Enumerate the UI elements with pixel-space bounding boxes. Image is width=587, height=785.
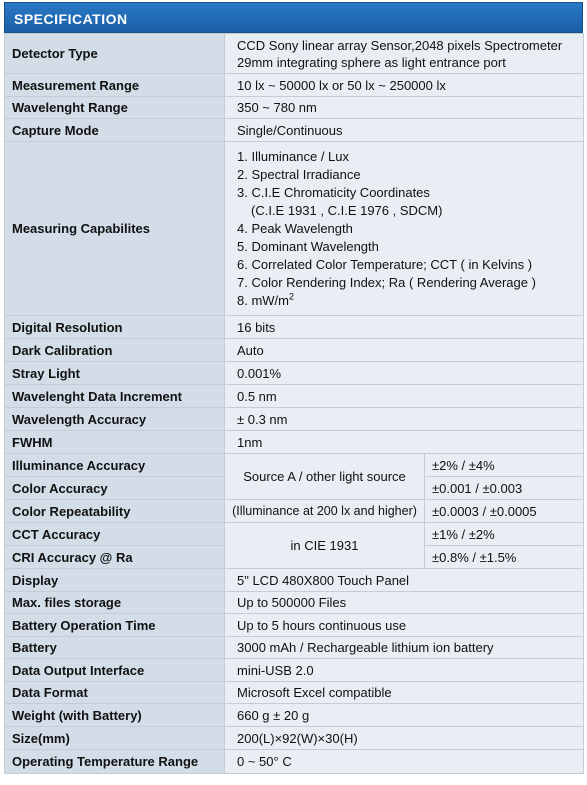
list-item: 2. Spectral Irradiance [237, 166, 361, 182]
unit-superscript: 2 [289, 291, 295, 302]
row-value: 200(L)×92(W)×30(H) [225, 727, 584, 750]
list-item: 5. Dominant Wavelength [237, 238, 379, 254]
row-value: ±0.001 / ±0.003 [425, 477, 584, 500]
row-value: 660 g ± 20 g [225, 704, 584, 727]
row-label: Max. files storage [5, 592, 225, 614]
row-value: 0.001% [225, 362, 584, 385]
table-row [5, 682, 584, 704]
row-label: Measuring Capabilites [5, 142, 225, 316]
row-label: Data Format [5, 682, 225, 704]
list-item: 4. Peak Wavelength [237, 220, 353, 236]
table-row [5, 500, 584, 523]
row-value: Microsoft Excel compatible [225, 682, 584, 704]
row-label: Battery [5, 637, 225, 659]
row-label: CRI Accuracy @ Ra [5, 546, 225, 569]
row-value: ±2% / ±4% [425, 454, 584, 477]
table-row [5, 97, 584, 119]
row-value: 5" LCD 480X800 Touch Panel [225, 569, 584, 592]
table-row [5, 362, 584, 385]
table-row [5, 614, 584, 637]
row-value: 10 lx ~ 50000 lx or 50 lx ~ 250000 lx [225, 74, 584, 97]
row-label: Weight (with Battery) [5, 704, 225, 727]
row-label: Wavelenght Range [5, 97, 225, 119]
row-value: ±0.8% / ±1.5% [425, 546, 584, 569]
row-label: Display [5, 569, 225, 592]
accuracy-condition-illuminance: (Illuminance at 200 lx and higher) [225, 500, 425, 523]
row-label: CCT Accuracy [5, 523, 225, 546]
row-value: 0 ~ 50° C [225, 750, 584, 774]
detector-line-2: 29mm integrating sphere as light entrance port [237, 54, 506, 70]
list-item: (C.I.E 1931 , C.I.E 1976 , SDCM) [251, 202, 443, 218]
row-label: FWHM [5, 431, 225, 454]
row-label: Illuminance Accuracy [5, 454, 225, 477]
table-row [5, 74, 584, 97]
table-row [5, 727, 584, 750]
list-item: 7. Color Rendering Index; Ra ( Rendering Average ) [237, 274, 536, 290]
list-item [237, 292, 583, 310]
table-row [5, 339, 584, 362]
table-row [5, 659, 584, 682]
row-value: 0.5 nm [225, 385, 584, 408]
table-row [5, 637, 584, 659]
row-label: Color Repeatability [5, 500, 225, 523]
row-label: Stray Light [5, 362, 225, 385]
row-label: Data Output Interface [5, 659, 225, 682]
spec-header: SPECIFICATION [4, 2, 583, 33]
list-item: 6. Correlated Color Temperature; CCT ( in Kelvins ) [237, 256, 533, 272]
table-row [5, 523, 584, 546]
row-value: ±0.0003 / ±0.0005 [425, 500, 584, 523]
row-label: Color Accuracy [5, 477, 225, 500]
row-value: 350 ~ 780 nm [225, 97, 584, 119]
capabilities-list [225, 142, 584, 316]
table-row [5, 142, 584, 316]
accuracy-condition-cie: in CIE 1931 [225, 523, 425, 569]
row-value: 1nm [225, 431, 584, 454]
list-item: 3. C.I.E Chromaticity Coordinates [237, 184, 430, 200]
row-label: Dark Calibration [5, 339, 225, 362]
row-label: Battery Operation Time [5, 614, 225, 637]
row-label: Size(mm) [5, 727, 225, 750]
row-label: Operating Temperature Range [5, 750, 225, 774]
unit-text: 8. mW/m [237, 292, 289, 308]
table-row [5, 454, 584, 477]
row-value: ±1% / ±2% [425, 523, 584, 546]
row-value: Auto [225, 339, 584, 362]
table-row [5, 704, 584, 727]
row-value: Up to 5 hours continuous use [225, 614, 584, 637]
spec-table [4, 33, 584, 774]
row-value: ± 0.3 nm [225, 408, 584, 431]
table-row [5, 592, 584, 614]
table-row [5, 408, 584, 431]
row-value: 3000 mAh / Rechargeable lithium ion battery [225, 637, 584, 659]
row-label: Measurement Range [5, 74, 225, 97]
row-label: Detector Type [5, 34, 225, 74]
row-label: Capture Mode [5, 119, 225, 142]
list-item: 1. Illuminance / Lux [237, 148, 350, 164]
table-row [5, 385, 584, 408]
accuracy-condition-source: Source A / other light source [225, 454, 425, 500]
table-row [5, 750, 584, 774]
row-label: Wavelength Accuracy [5, 408, 225, 431]
detector-line-1: CCD Sony linear array Sensor,2048 pixels Spectrometer [237, 37, 563, 53]
row-value: Up to 500000 Files [225, 592, 584, 614]
row-label: Wavelenght Data Increment [5, 385, 225, 408]
row-value [225, 34, 584, 74]
table-row [5, 119, 584, 142]
table-row [5, 431, 584, 454]
row-value: 16 bits [225, 316, 584, 339]
table-row [5, 569, 584, 592]
row-label: Digital Resolution [5, 316, 225, 339]
table-row [5, 316, 584, 339]
row-value: Single/Continuous [225, 119, 584, 142]
row-value: mini-USB 2.0 [225, 659, 584, 682]
table-row [5, 34, 584, 74]
